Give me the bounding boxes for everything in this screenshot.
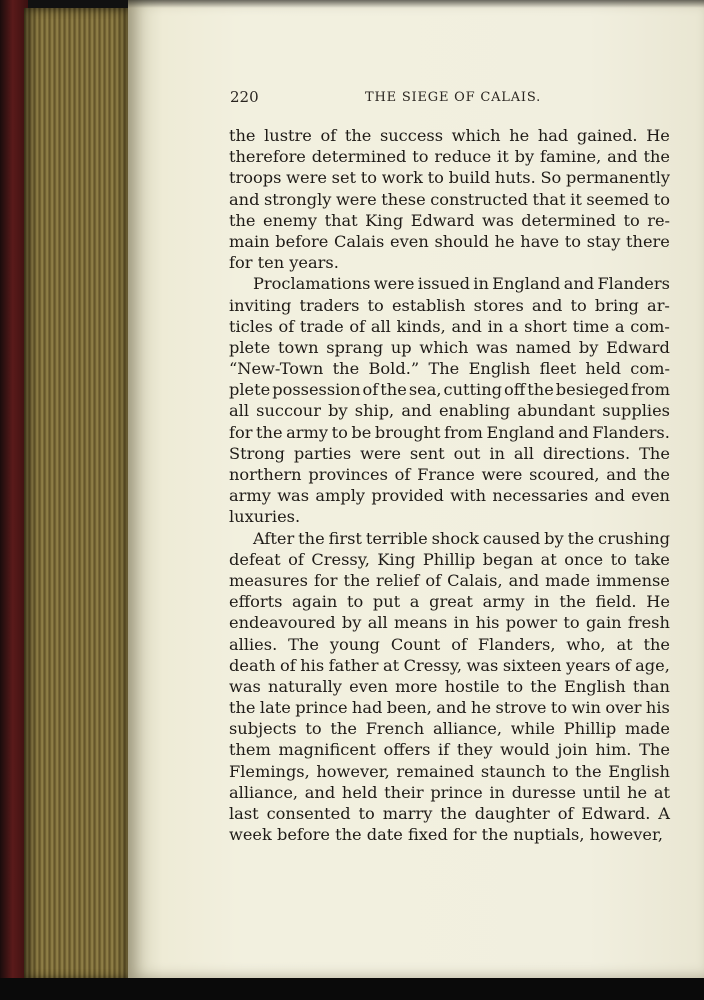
bottom-shadow xyxy=(0,978,704,1000)
running-title: THE SIEGE OF CALAIS. xyxy=(365,90,542,105)
text-line: ticles of trade of all kinds, and in a short time a com- xyxy=(229,316,670,336)
text-line: was naturally even more hostile to the English than xyxy=(229,676,670,696)
body-text xyxy=(229,125,670,845)
text-line: defeat of Cressy, King Phillip began at once to take xyxy=(229,549,670,569)
text-line: troops were set to work to build huts. So permanently xyxy=(229,168,670,188)
page-top-shadow xyxy=(128,0,704,8)
text-line: northern provinces of France were scoured, and the xyxy=(229,465,670,484)
text-line: plete town sprang up which was named by Edward xyxy=(229,337,670,357)
text-line: them magnificent offers if they would join him. The xyxy=(229,740,670,760)
text-line: luxuries. xyxy=(229,507,301,527)
text-line: the enemy that King Edward was determined to re- xyxy=(229,210,670,230)
text-line: plete possession of the sea, cutting off the besieged from xyxy=(229,380,670,400)
text-line: Strong parties were sent out in all directions. The xyxy=(229,443,670,463)
page-number: 220 xyxy=(230,88,259,106)
text-line: therefore determined to reduce it by famine, and the xyxy=(229,147,670,167)
text-line: last consented to marry the daughter of Edward. A xyxy=(229,804,670,823)
text-line: the lustre of the success which he had gained. He xyxy=(229,126,670,145)
text-line: measures for the relief of Calais, and made immense xyxy=(229,570,670,590)
page-edges xyxy=(24,8,130,980)
text-line: inviting traders to establish stores and to bring ar- xyxy=(229,295,670,315)
text-line: After the first terrible shock caused by the crushing xyxy=(253,528,670,548)
text-line: army was amply provided with necessaries and even xyxy=(229,486,670,506)
text-line: for ten years. xyxy=(229,253,339,273)
text-line: the late prince had been, and he strove to win over his xyxy=(229,698,670,718)
text-line: main before Calais even should he have to stay there xyxy=(229,231,670,251)
text-line: Proclamations were issued in England and Flanders xyxy=(253,274,670,294)
text-line: all succour by ship, and enabling abundant supplies xyxy=(229,401,670,421)
page-header xyxy=(230,88,670,112)
text-line: death of his father at Cressy, was sixteen years of age, xyxy=(229,655,670,675)
text-line: allies. The young Count of Flanders, who, at the xyxy=(229,634,670,654)
text-line: alliance, and held their prince in duresse until he at xyxy=(229,782,670,802)
text-line: for the army to be brought from England and Flanders. xyxy=(229,422,670,442)
text-line: “New-Town the Bold.” The English fleet held com- xyxy=(229,359,670,379)
text-line: and strongly were these constructed that it seemed to xyxy=(229,189,670,209)
text-line: efforts again to put a great army in the field. He xyxy=(229,592,670,612)
text-line: subjects to the French alliance, while Phillip made xyxy=(229,719,670,739)
text-line: endeavoured by all means in his power to gain fresh xyxy=(229,613,670,633)
text-line: week before the date fixed for the nuptials, however, xyxy=(229,825,664,845)
text-line: Flemings, however, remained staunch to the English xyxy=(229,761,670,781)
